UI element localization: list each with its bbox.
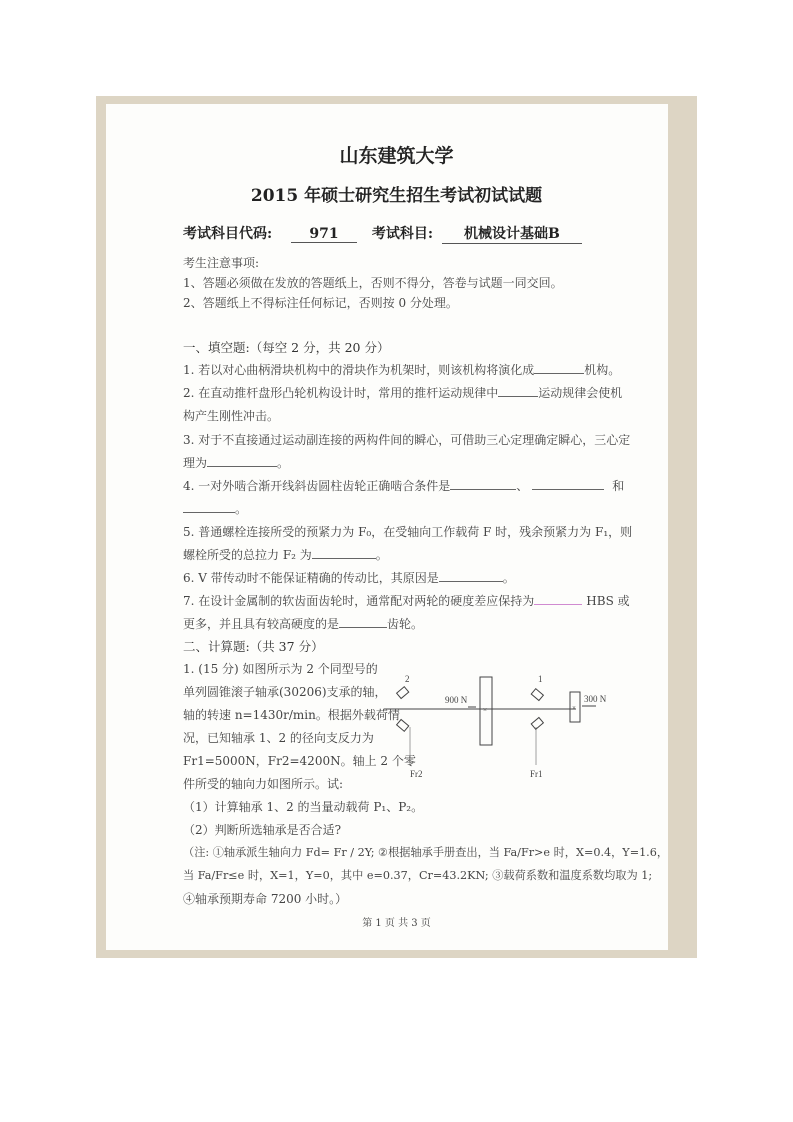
question-3-cont xyxy=(183,454,289,471)
section1-title: 一、填空题:（每空 2 分，共 20 分） xyxy=(183,340,390,355)
bearing-2-icon xyxy=(397,687,410,765)
q2-end: 运动规律会使机 xyxy=(538,386,623,400)
university-title: 山东建筑大学 xyxy=(339,145,454,167)
q5-text: 螺栓所受的总拉力 F₂ 为 xyxy=(183,548,312,562)
notice-2: 2、答题纸上不得标注任何标记，否则按 0 分处理。 xyxy=(183,296,458,310)
note-line-2: 当 Fa/Fr≤e 时，X=1，Y=0，其中 e=0.37，Cr=43.2KN; ③载荷系数和温度系数均取为 1; xyxy=(183,869,653,882)
subject-code: 971 xyxy=(291,226,357,243)
q4-end: 。 xyxy=(235,502,248,516)
q7-mid: HBS 或 xyxy=(586,594,630,608)
exam-title: 2015 年硕士研究生招生考试初试试题 xyxy=(250,186,543,206)
q6-end: 。 xyxy=(502,571,515,585)
question-4-cont xyxy=(183,500,247,517)
q7-text2: 更多，并且具有较高硬度的是 xyxy=(183,617,340,631)
question-2-cont: 构产生刚性冲击。 xyxy=(183,409,280,423)
fr1-label: Fr1 xyxy=(530,769,543,779)
section2-title: 二、计算题:（共 37 分） xyxy=(183,639,324,654)
question-7 xyxy=(183,592,630,609)
subject-label: 考试科目: xyxy=(371,226,434,242)
q6-text: 6. V 带传动时不能保证精确的传动比，其原因是 xyxy=(183,571,439,585)
note-line-3: ④轴承预期寿命 7200 小时。） xyxy=(183,892,348,906)
q4-sep: 、 xyxy=(516,479,529,493)
sub-question-1: （1）计算轴承 1、2 的当量动载荷 P₁、P₂。 xyxy=(183,800,424,814)
question-5: 5. 普通螺栓连接所受的预紧力为 F₀，在受轴向工作载荷 F 时，残余预紧力为 F₁，则 xyxy=(183,525,633,539)
subject-line xyxy=(183,223,582,244)
fr2-label: Fr2 xyxy=(410,769,423,779)
q2-text: 2. 在直动推杆盘形凸轮机构设计时，常用的推杆运动规律中 xyxy=(183,386,499,400)
svg-text:×: × xyxy=(572,704,576,712)
q1-text: 1. 若以对心曲柄滑块机构中的滑块作为机架时，则该机构将演化成 xyxy=(183,363,535,377)
note-line-1: （注: ①轴承派生轴向力 Fd= Fr / 2Y; ②根据轴承手册查出，当 Fa/Fr>e 时，X=0.4，Y=1.6， xyxy=(183,846,669,859)
problem-line: 件所受的轴向力如图所示。试: xyxy=(183,777,344,791)
bearing-1-label: 1 xyxy=(538,674,543,684)
question-1 xyxy=(183,361,620,378)
notice-title: 考生注意事项: xyxy=(183,256,260,270)
bearing-shaft-diagram xyxy=(370,665,620,785)
q5-end: 。 xyxy=(375,548,388,562)
svg-text:×: × xyxy=(483,706,487,714)
problem-line: 况，已知轴承 1、2 的径向支反力为 xyxy=(183,731,374,745)
q7-end: 齿轮。 xyxy=(387,617,424,631)
problem-line: 1. (15 分) 如图所示为 2 个同型号的 xyxy=(183,662,378,676)
axial-force-900: 900 N xyxy=(445,695,468,705)
q3-text: 理为 xyxy=(183,456,208,470)
q4-and: 和 xyxy=(612,479,625,493)
sub-question-2: （2）判断所选轴承是否合适? xyxy=(183,823,342,837)
page-footer: 第 1 页 共 3 页 xyxy=(362,918,431,929)
question-7-cont xyxy=(183,615,423,632)
question-2 xyxy=(183,384,622,401)
q7-text: 7. 在设计金属制的软齿面齿轮时，通常配对两轮的硬度差应保持为 xyxy=(183,594,535,608)
q3-end: 。 xyxy=(277,456,290,470)
bearing-2-label: 2 xyxy=(405,674,410,684)
bearing-1-icon xyxy=(531,689,543,765)
question-3: 3. 对于不直接通过运动副连接的两构件间的瞬心，可借助三心定理确定瞬心，三心定 xyxy=(183,433,631,447)
problem-line: Fr1=5000N，Fr2=4200N。轴上 2 个零 xyxy=(183,754,416,768)
question-5-cont xyxy=(183,546,388,563)
q1-end: 机构。 xyxy=(584,363,621,377)
q4-text: 4. 一对外啮合渐开线斜齿圆柱齿轮正确啮合条件是 xyxy=(183,479,451,493)
question-6 xyxy=(183,569,515,586)
notice-1: 1、答题必须做在发放的答题纸上，否则不得分，答卷与试题一同交回。 xyxy=(183,276,563,290)
subject-name: 机械设计基础B xyxy=(442,223,582,244)
problem-line: 单列圆锥滚子轴承(30206)支承的轴， xyxy=(183,685,387,699)
subject-code-label: 考试科目代码: xyxy=(183,226,273,242)
axial-force-300: 300 N xyxy=(584,694,607,704)
question-4 xyxy=(183,477,624,494)
problem-line: 轴的转速 n=1430r/min。根据外载荷情 xyxy=(183,708,400,722)
